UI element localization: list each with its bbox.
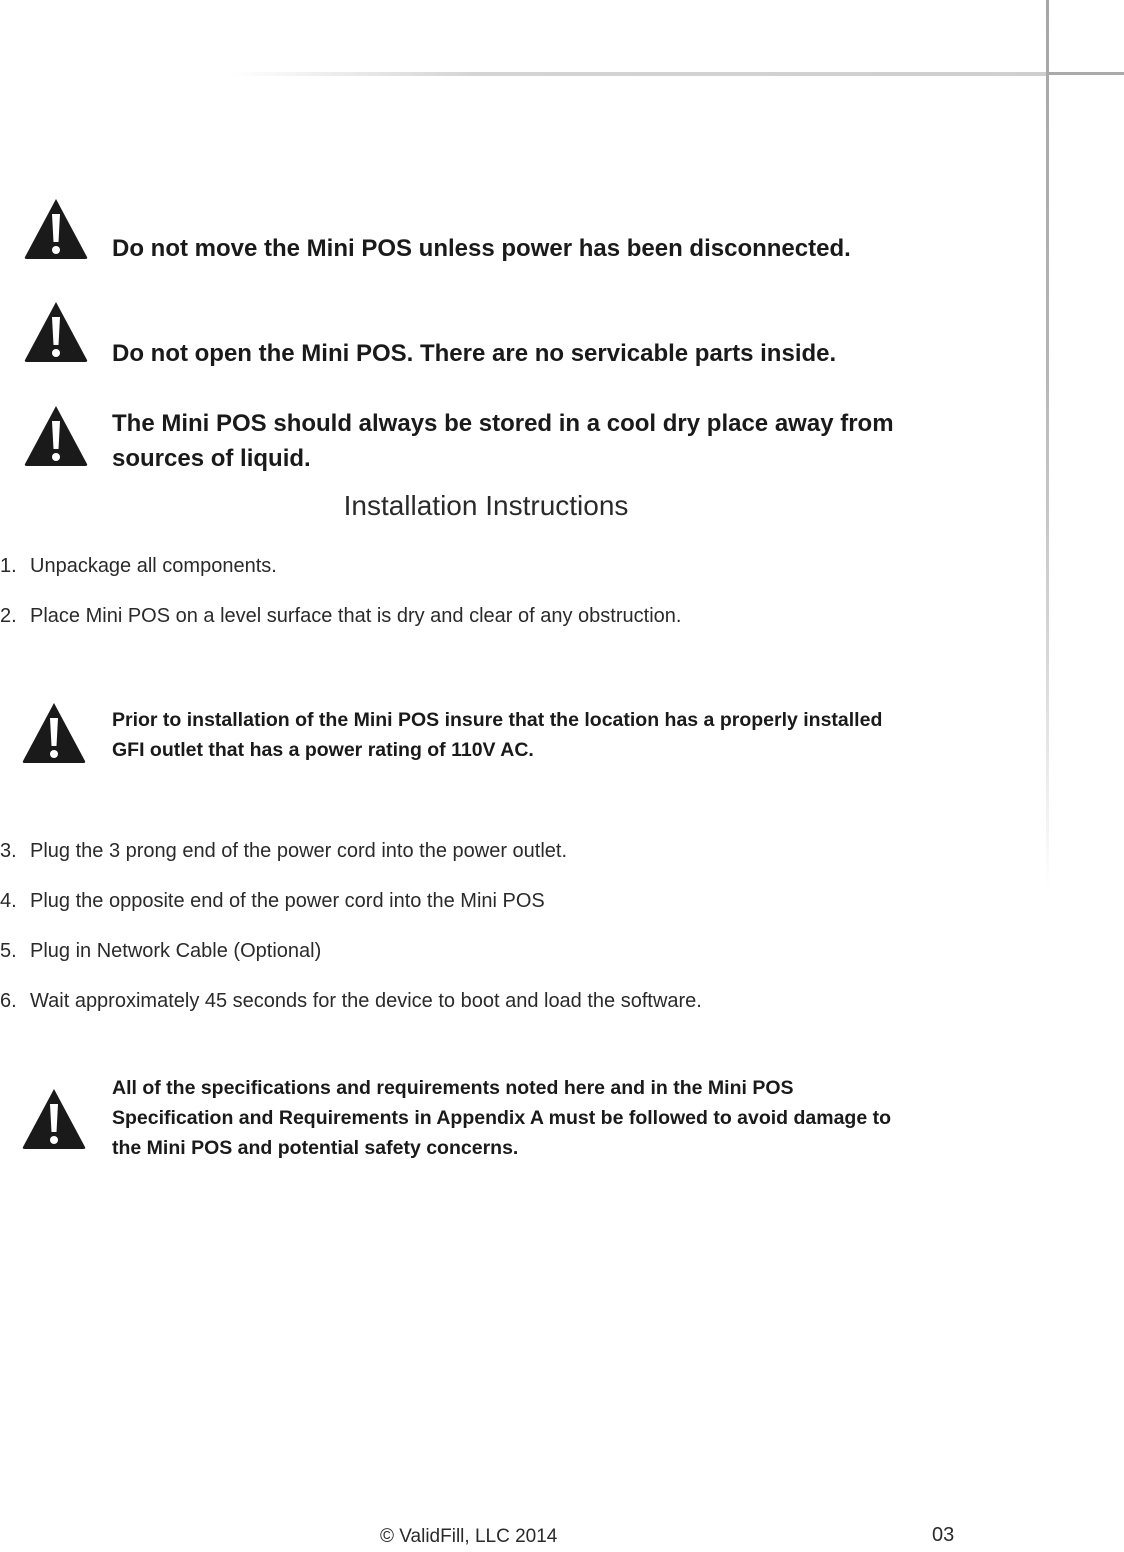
warning-icon <box>20 702 88 764</box>
warning-icon <box>22 198 90 260</box>
warning-icon <box>22 405 90 467</box>
warning-text-open: Do not open the Mini POS. There are no servicable parts inside. <box>112 340 837 367</box>
step-item: 2. Place Mini POS on a level surface that is dry and clear of any obstruction. <box>0 605 682 627</box>
page-number: 03 <box>932 1524 955 1546</box>
step-item: 1. Unpackage all components. <box>0 555 277 577</box>
header-rule <box>230 72 1048 76</box>
margin-rule <box>1046 0 1049 890</box>
section-title: Installation Instructions <box>343 490 629 521</box>
footer-copyright: © ValidFill, LLC 2014 <box>380 1526 558 1547</box>
warning-text-specs: All of the specifications and requirements noted here and in the Mini POS Specification and Requirements in Appendix A must be followed to avoid damage to the Mini POS and potential safety concerns. <box>112 1077 892 1159</box>
warning-icon <box>22 301 90 363</box>
warning-text-storage: The Mini POS should always be stored in a cool dry place away from sources of liquid. <box>112 410 894 472</box>
step-item: 5. Plug in Network Cable (Optional) <box>0 940 322 962</box>
warning-icon <box>20 1088 88 1150</box>
warning-text-power: Do not move the Mini POS unless power has been disconnected. <box>112 235 851 262</box>
header-rule-right <box>1048 72 1124 75</box>
warning-text-gfi: Prior to installation of the Mini POS insure that the location has a properly installed GFI outlet that has a power rating of 110V AC. <box>112 709 883 761</box>
step-item: 4. Plug the opposite end of the power cord into the Mini POS <box>0 890 545 912</box>
step-item: 3. Plug the 3 prong end of the power cord into the power outlet. <box>0 840 568 862</box>
step-item: 6. Wait approximately 45 seconds for the device to boot and load the software. <box>0 990 702 1012</box>
